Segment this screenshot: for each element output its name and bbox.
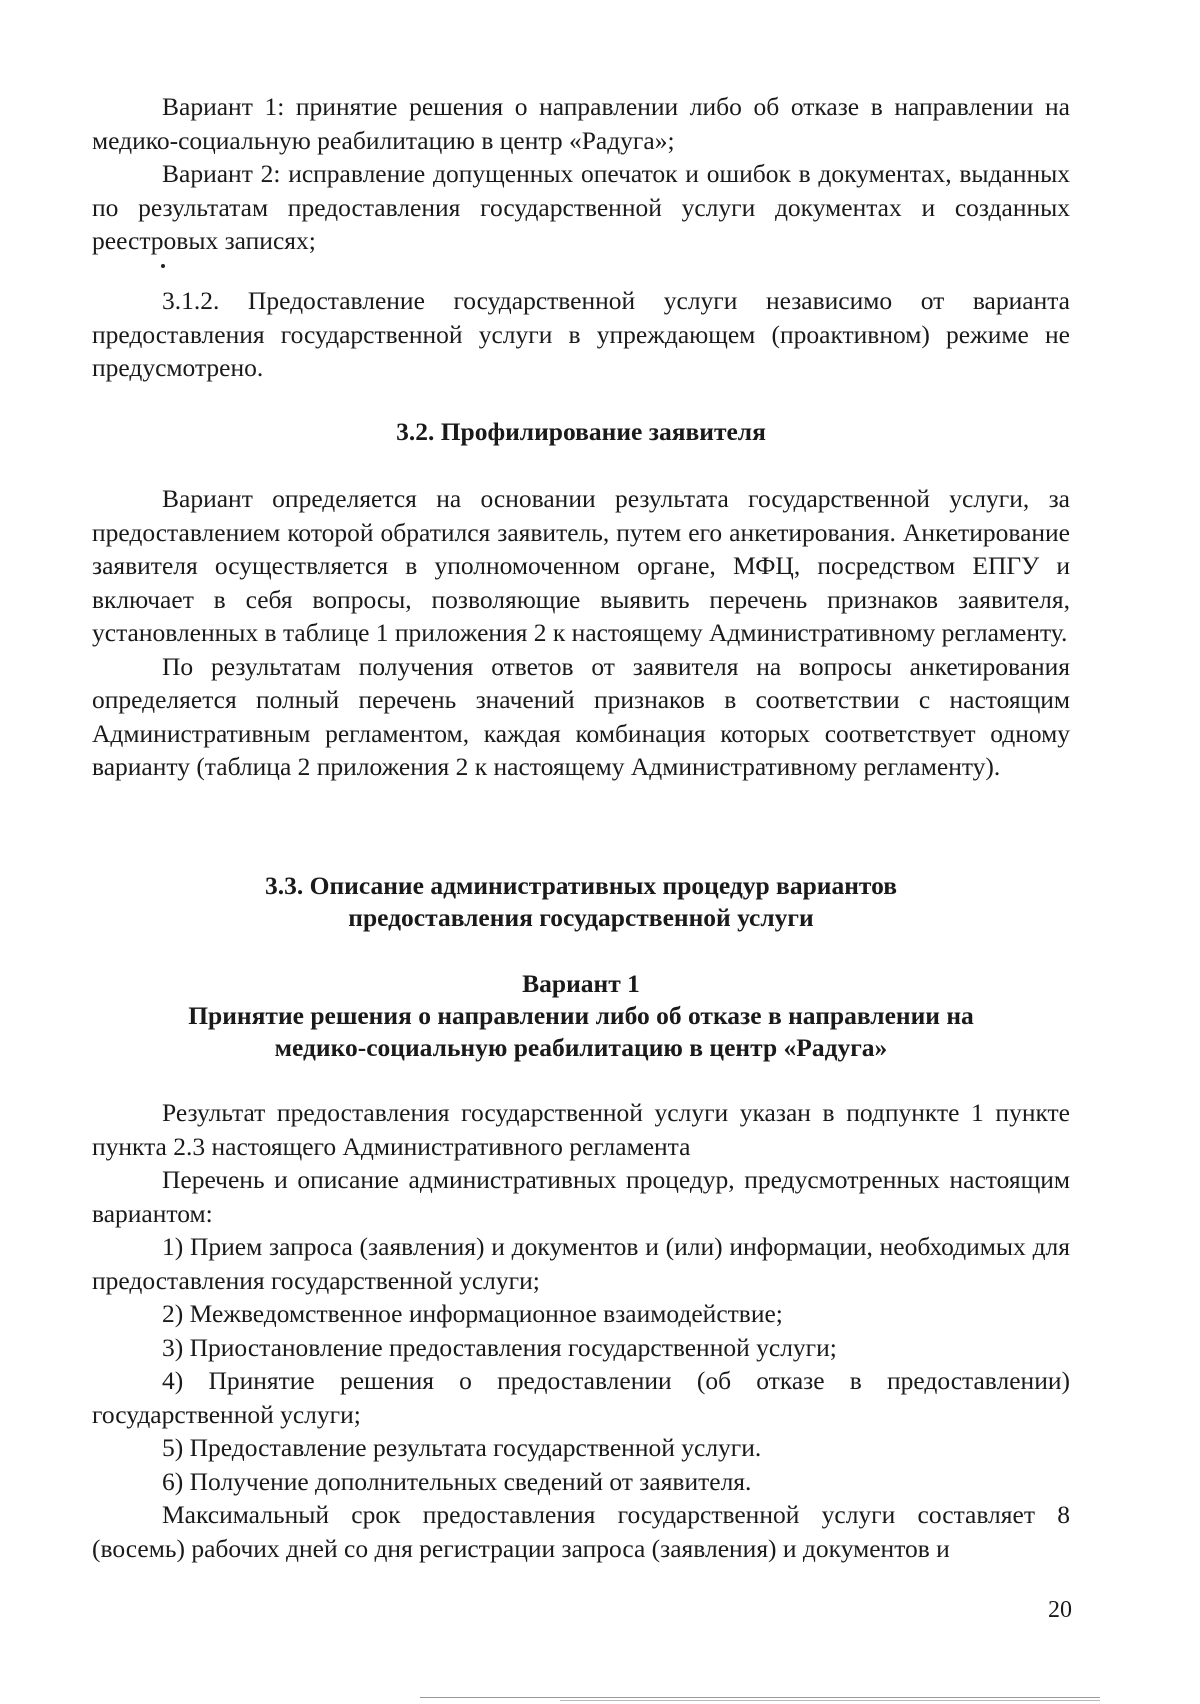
section-3-3-heading-line-2: предоставления государственной услуги bbox=[348, 903, 814, 932]
section-3-3-heading bbox=[92, 870, 1070, 934]
procedure-item-2: 2) Межведомственное информационное взаимодействие; bbox=[162, 1299, 783, 1328]
variant-1-body bbox=[92, 1096, 1070, 1565]
section-3-2-paragraph-2: По результатам получения ответов от заявителя на вопросы анкетирования определяется полный перечень значений признаков в соответствии с настоящим Административным регламентом, каждая комбинация которых соответствует одному варианту (таблица 2 приложения 2 к настоящему Административному регламенту). bbox=[92, 651, 1070, 781]
variant-1-subtitle-line-2: медико-социальную реабилитацию в центр «Радуга» bbox=[274, 1033, 888, 1062]
procedure-item-3: 3) Приостановление предоставления государственной услуги; bbox=[162, 1332, 837, 1362]
procedure-item-6: 6) Получение дополнительных сведений от заявителя. bbox=[162, 1466, 752, 1496]
procedure-item-1: 1) Прием запроса (заявления) и документов и (или) информации, необходимых для предоставления государственной услуги; bbox=[92, 1232, 1070, 1295]
footer-scan-line bbox=[420, 1697, 1100, 1698]
variant-2-line: Вариант 2: исправление допущенных опечаток и ошибок в документах, выданных по результатам предоставления государственной услуги документах и созданных реестровых записях; bbox=[92, 159, 1070, 255]
procedure-item-4: 4) Принятие решения о предоставлении (об отказе в предоставлении) государственной услуги; bbox=[92, 1366, 1070, 1429]
page-number: 20 bbox=[1048, 1597, 1072, 1623]
variants-intro bbox=[92, 90, 1070, 258]
variant-1-subtitle-line-1: Принятие решения о направлении либо об отказе в направлении на bbox=[188, 1001, 974, 1030]
variant-1-line: Вариант 1: принятие решения о направлении либо об отказе в направлении на медико-социальную реабилитацию в центр «Радуга»; bbox=[92, 92, 1070, 155]
variant-1-heading bbox=[92, 968, 1070, 1064]
section-3-2-paragraph-1: Вариант определяется на основании результата государственной услуги, за предоставлением которой обратился заявитель, путем его анкетирования. Анкетирование заявителя осуществляется в уполномоченном органе, МФЦ, посредством ЕПГУ и включает в себя вопросы, позволяющие выявить перечень признаков заявителя, установленных в таблице 1 приложения 2 к настоящему Административному регламенту. bbox=[92, 484, 1070, 647]
footer-scan-line-2 bbox=[560, 1700, 1100, 1701]
section-3-2-body bbox=[92, 482, 1070, 784]
variant-1-paragraph-1: Результат предоставления государственной услуги указан в подпункте 1 пункте пункта 2.3 настоящего Административного регламента bbox=[92, 1098, 1070, 1161]
stray-dot-mark bbox=[161, 264, 165, 268]
variant-1-paragraph-3: Максимальный срок предоставления государственной услуги составляет 8 (восемь) рабочих дней со дня регистрации запроса (заявления) и документов и bbox=[92, 1500, 1070, 1563]
section-3-2-heading: 3.2. Профилирование заявителя bbox=[396, 417, 766, 446]
variant-1-title: Вариант 1 bbox=[522, 969, 640, 998]
variant-1-paragraph-2: Перечень и описание административных процедур, предусмотренных настоящим вариантом: bbox=[92, 1165, 1070, 1228]
section-3-1-2-text: 3.1.2. Предоставление государственной услуги независимо от варианта предоставления государственной услуги в упреждающем (проактивном) режиме не предусмотрено. bbox=[92, 286, 1070, 382]
section-3-3-heading-line-1: 3.3. Описание административных процедур вариантов bbox=[265, 871, 897, 900]
procedure-item-5: 5) Предоставление результата государственной услуги. bbox=[162, 1433, 762, 1462]
section-3-1-2 bbox=[92, 284, 1070, 385]
